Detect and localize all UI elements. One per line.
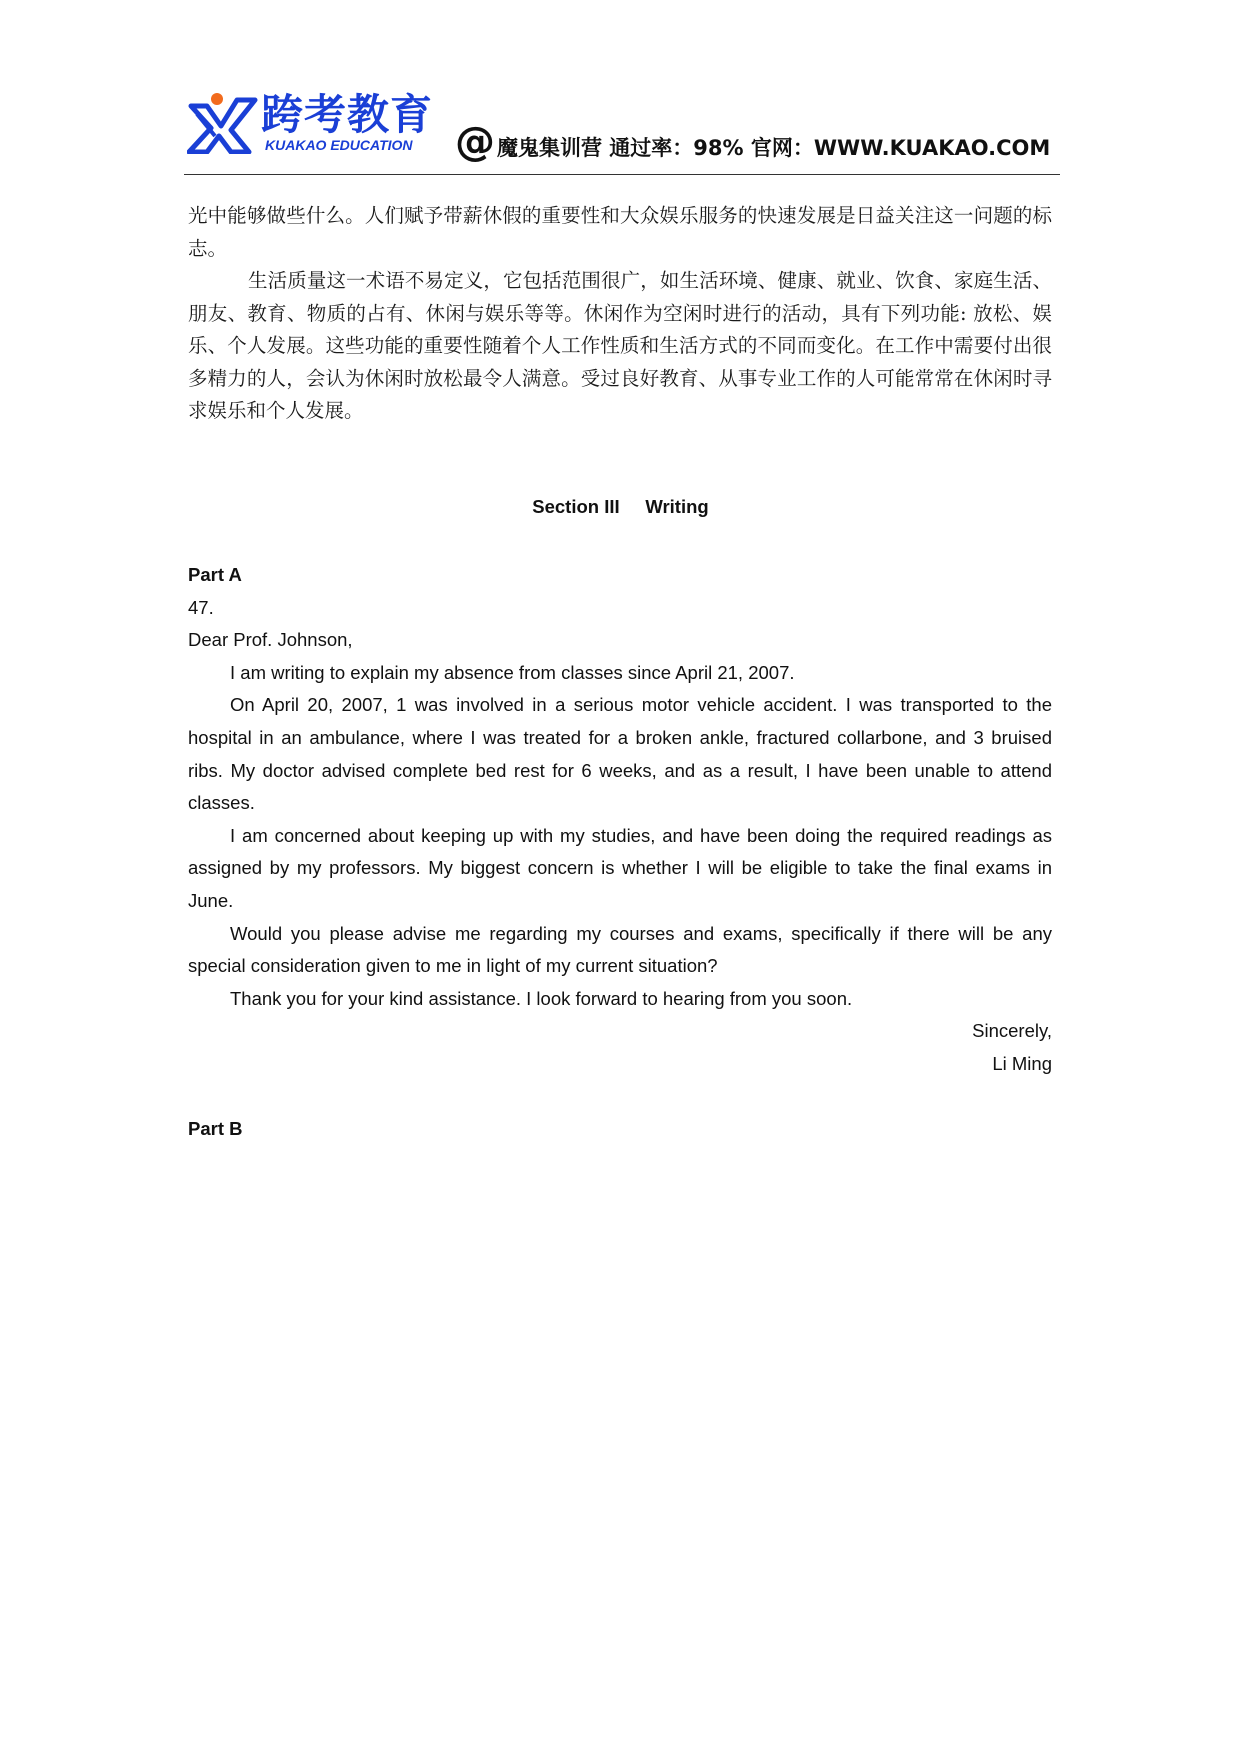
kuakao-logo xyxy=(187,90,432,160)
letter-closing: Sincerely, xyxy=(972,1020,1052,1042)
letter-paragraph: On April 20, 2007, 1 was involved in a serious motor vehicle accident. I was transported to the hospital in an ambulance, where I was treated for a broken ankle, fractured collarbone, and 3 bruised ribs. My doctor advised complete bed rest for 6 weeks, and as a result, I have been unable to attend classes. xyxy=(188,694,1052,814)
chinese-paragraph-2: 生活质量这一术语不易定义，它包括范围很广，如生活环境、健康、就业、饮食、家庭生活、朋友、教育、物质的占有、休闲与娱乐等等。休闲作为空闲时进行的活动，具有下列功能: 放松、娱乐、个人发展。这些功能的重要性随着个人工作性质和生活方式的不同而变化。在工作中需要付出很多精力的人，会认为休闲时放松最令人满意。受过良好教育、从事专业工作的人可能常常在休闲时寻求娱乐和个人发展。 xyxy=(188,269,1052,422)
letter-paragraph: I am writing to explain my absence from classes since April 21, 2007. xyxy=(230,661,795,683)
chinese-translation xyxy=(188,200,1052,428)
letter-paragraph: I am concerned about keeping up with my studies, and have been doing the required readings as assigned by my professors. My biggest concern is whether I will be eligible to take the final exams in June. xyxy=(188,824,1052,911)
header-slogan xyxy=(455,119,1051,165)
logo-english-name: KUAKAO EDUCATION xyxy=(265,137,413,153)
section-title: Section III Writing xyxy=(532,496,709,517)
letter-paragraph: Thank you for your kind assistance. I look forward to hearing from you soon. xyxy=(230,987,853,1009)
logo-chinese-name: 跨考教育 xyxy=(261,90,434,139)
header-divider xyxy=(184,174,1060,175)
letter-greeting: Dear Prof. Johnson, xyxy=(188,629,353,651)
slogan-text: 魔鬼集训营 通过率：98% 官网：WWW.KUAKAO.COM xyxy=(497,136,1051,160)
part-a-heading: Part A xyxy=(188,564,242,585)
page-header xyxy=(187,90,1063,175)
letter-signature: Li Ming xyxy=(992,1052,1052,1074)
writing-answer xyxy=(188,559,1052,1146)
kuakao-logo-icon xyxy=(187,92,259,154)
part-b-heading: Part B xyxy=(188,1118,243,1140)
letter-paragraph: Would you please advise me regarding my courses and exams, specifically if there will be any special consideration given to me in light of my current situation? xyxy=(188,922,1052,977)
at-symbol: @ xyxy=(455,119,495,165)
chinese-paragraph-1: 光中能够做些什么。人们赋予带薪休假的重要性和大众娱乐服务的快速发展是日益关注这一问题的标志。 xyxy=(188,204,1052,260)
spacer xyxy=(188,1081,1052,1114)
question-number: 47. xyxy=(188,596,214,618)
